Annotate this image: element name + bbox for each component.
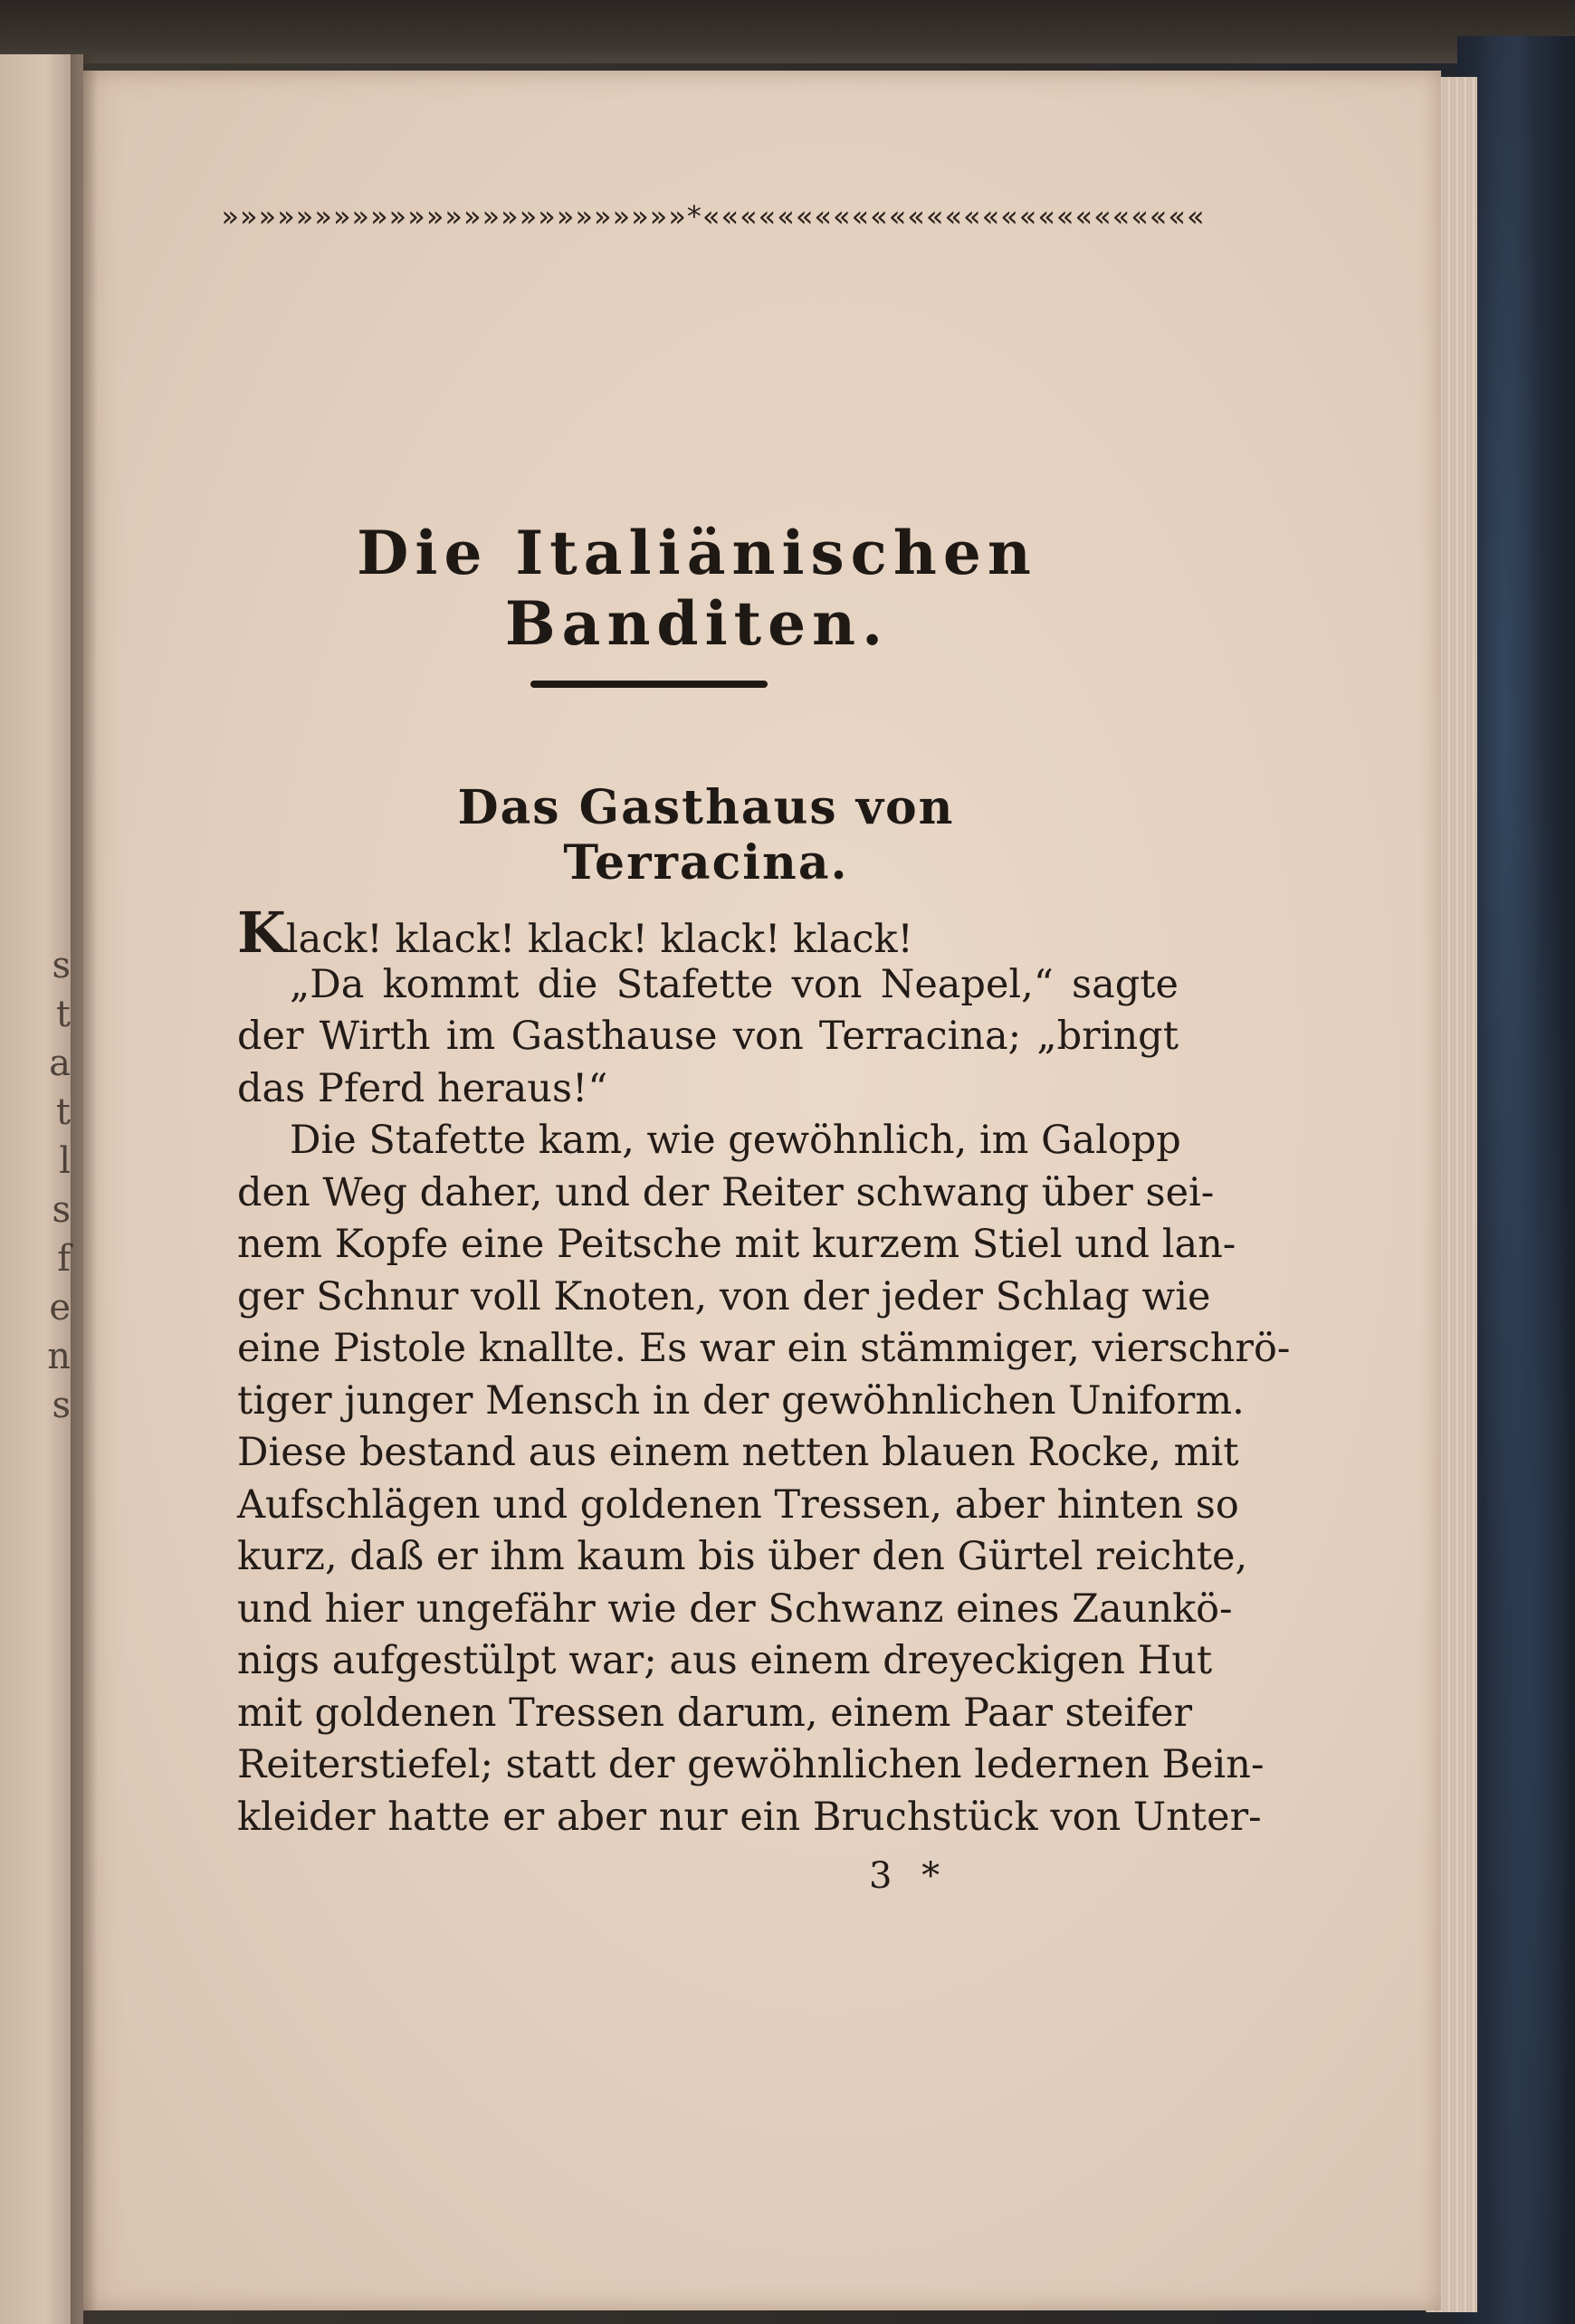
text-line: Aufschlägen und goldenen Tressen, aber hinten so	[237, 1481, 1239, 1528]
gutter-shadow	[71, 54, 98, 2324]
book-top-edge	[0, 0, 1575, 63]
text-line: und hier ungefähr wie der Schwanz eines Zaunkö-	[237, 1586, 1233, 1632]
text-line: „Da kommt die Stafette von Neapel,“ sagte	[290, 961, 1179, 1007]
previous-page-text-fragments	[7, 941, 71, 1430]
signature-mark: 3 *	[869, 1855, 950, 1897]
text-line: Diese bestand aus einem netten blauen Rocke, mit	[237, 1430, 1239, 1475]
text-line: das Pferd heraus!“	[237, 1065, 608, 1111]
fragment: t	[55, 1091, 71, 1133]
text-line: den Weg daher, und der Reiter schwang über sei-	[237, 1169, 1215, 1215]
title-rule	[530, 681, 768, 688]
text-line: eine Pistole knallte. Es war ein stämmiger, vierschrö-	[237, 1326, 1291, 1371]
fragment: t	[55, 994, 71, 1035]
fragment: s	[52, 945, 71, 986]
fragment: f	[57, 1238, 71, 1280]
text-line: der Wirth im Gasthause von Terracina; „bringt	[237, 1014, 1179, 1059]
text-line: nigs aufgestülpt war; aus einem dreyeckigen Hut	[237, 1638, 1213, 1683]
body-text	[237, 900, 1291, 1843]
decorative-ornament-band: »»»»»»»»»»»»»»»»»»»»»»»»»*«««««««««««««««««««««««««««	[221, 199, 1206, 233]
text-line: mit goldenen Tressen darum, einem Paar steifer	[237, 1690, 1193, 1736]
fragment: n	[47, 1336, 71, 1377]
fragment: e	[49, 1287, 71, 1329]
fragment: s	[52, 1189, 71, 1231]
text-line: Die Stafette kam, wie gewöhnlich, im Galopp	[290, 1118, 1181, 1163]
text-line: kleider hatte er aber nur ein Bruchstück von Unter-	[237, 1794, 1262, 1840]
text-line: nem Kopfe eine Peitsche mit kurzem Stiel und lan-	[237, 1222, 1236, 1267]
text-line: ger Schnur voll Knoten, von der jeder Schlag wie	[237, 1273, 1211, 1319]
text-line: tiger junger Mensch in der gewöhnlichen Uniform.	[237, 1377, 1245, 1424]
text-line: kurz, daß er ihm kaum bis über den Gürtel reichte,	[237, 1534, 1248, 1579]
section-subtitle: Das Gasthaus von Terracina.	[457, 780, 955, 891]
text-line: Reiterstiefel; statt der gewöhnlichen ledernen Bein-	[237, 1742, 1265, 1787]
chapter-title: Die Italiänischen Banditen.	[357, 518, 1037, 659]
fragment: a	[49, 1043, 71, 1084]
fragment: s	[52, 1385, 71, 1426]
fragment: l	[59, 1140, 71, 1182]
text-line: Klack! klack! klack! klack! klack!	[237, 900, 913, 966]
